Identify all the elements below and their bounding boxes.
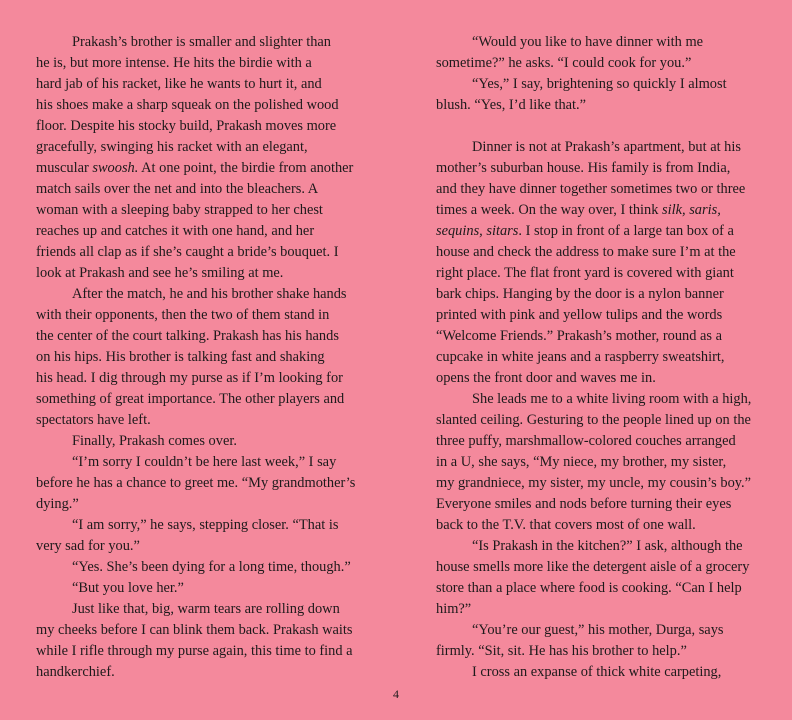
text-line [436, 431, 758, 452]
text-line [36, 284, 358, 305]
text-span: Everyone smiles and nods before turning their eyes [436, 496, 732, 512]
text-span: house smells more like the detergent aisle of a grocery [436, 559, 750, 575]
text-span: store than a place where food is cooking. “Can I help [436, 580, 742, 596]
text-span: in a U, she says, “My niece, my brother, my sister, [436, 454, 727, 470]
text-span: floor. Despite his stocky build, Prakash moves more [36, 118, 337, 134]
text-line [436, 305, 758, 326]
text-span: “Is Prakash in the kitchen?” I ask, although the [472, 538, 743, 554]
text-span: hard jab of his racket, like he wants to hurt it, and [36, 76, 322, 92]
text-span: “Yes,” I say, brightening so quickly I almost [472, 76, 727, 92]
text-span: match sails over the net and into the bleachers. A [36, 181, 319, 197]
text-line [436, 137, 758, 158]
section-break [436, 116, 758, 137]
text-span: three puffy, marshmallow-colored couches arranged [436, 433, 736, 449]
text-span: cupcake in white jeans and a raspberry sweatshirt, [436, 349, 725, 365]
text-span: back to the T.V. that covers most of one wall. [436, 517, 696, 533]
text-line [436, 515, 758, 536]
text-line [436, 410, 758, 431]
text-line [36, 368, 358, 389]
text-span: opens the front door and waves me in. [436, 370, 656, 386]
text-line [36, 95, 358, 116]
left-text-column [36, 32, 358, 683]
text-line [436, 284, 758, 305]
text-span: Just like that, big, warm tears are rolling down [72, 601, 340, 617]
text-span: reaches up and catches it with one hand, and her [36, 223, 315, 239]
italic-text: sequins, sitars [436, 223, 519, 239]
text-line [36, 326, 358, 347]
text-line [436, 74, 758, 95]
text-span: mother’s suburban house. His family is from India, [436, 160, 731, 176]
text-span: and they have dinner together sometimes two or three [436, 181, 746, 197]
text-line [36, 473, 358, 494]
text-span: his shoes make a sharp squeak on the polished wood [36, 97, 339, 113]
text-span: he is, but more intense. He hits the birdie with a [36, 55, 312, 71]
text-line [36, 662, 358, 683]
text-line [36, 32, 358, 53]
text-span: the center of the court talking. Prakash has his hands [36, 328, 339, 344]
text-line [36, 221, 358, 242]
text-line [36, 599, 358, 620]
text-span: gracefully, swinging his racket with an elegant, [36, 139, 308, 155]
text-line [36, 137, 358, 158]
text-span: with their opponents, then the two of them stand in [36, 307, 330, 323]
text-line [36, 53, 358, 74]
text-span: muscular [36, 160, 93, 176]
text-line [436, 263, 758, 284]
italic-text: swoosh. [92, 160, 139, 176]
text-span: spectators have left. [36, 412, 151, 428]
text-span: “I’m sorry I couldn’t be here last week,” I say [72, 454, 337, 470]
text-span: handkerchief. [36, 664, 115, 680]
text-line [436, 536, 758, 557]
text-span: “I am sorry,” he says, stepping closer. “That is [72, 517, 339, 533]
text-span: blush. “Yes, I’d like that.” [436, 97, 587, 113]
text-line [36, 494, 358, 515]
text-line [36, 452, 358, 473]
text-span: his head. I dig through my purse as if I’m looking for [36, 370, 343, 386]
text-span: printed with pink and yellow tulips and the words [436, 307, 723, 323]
text-span: bark chips. Hanging by the door is a nylon banner [436, 286, 724, 302]
text-span: I cross an expanse of thick white carpeting, [472, 664, 722, 680]
text-line [36, 431, 358, 452]
text-line [36, 179, 358, 200]
text-span: while I rifle through my purse again, this time to find a [36, 643, 353, 659]
text-span: sometime?” he asks. “I could cook for you.” [436, 55, 692, 71]
text-line [436, 200, 758, 221]
text-span: on his hips. His brother is talking fast and shaking [36, 349, 325, 365]
text-line [436, 179, 758, 200]
text-line [436, 242, 758, 263]
text-line [436, 662, 758, 683]
text-line [436, 95, 758, 116]
text-line [36, 389, 358, 410]
text-span: “You’re our guest,” his mother, Durga, says [472, 622, 724, 638]
text-span: firmly. “Sit, sit. He has his brother to help.” [436, 643, 687, 659]
text-span: my cheeks before I can blink them back. Prakash waits [36, 622, 353, 638]
text-span: times a week. On the way over, I think [436, 202, 663, 218]
text-span: Prakash’s brother is smaller and slighter than [72, 34, 331, 50]
text-span: very sad for you.” [36, 538, 140, 554]
text-line [36, 116, 358, 137]
text-line [436, 641, 758, 662]
page-number: 4 [393, 687, 399, 701]
text-line [36, 242, 358, 263]
text-span: “Would you like to have dinner with me [472, 34, 704, 50]
right-text-column [436, 32, 758, 683]
text-line [36, 578, 358, 599]
text-line [436, 599, 758, 620]
text-line [36, 410, 358, 431]
text-line [436, 32, 758, 53]
text-span: She leads me to a white living room with a high, [472, 391, 752, 407]
text-span: my grandniece, my sister, my uncle, my cousin’s boy.” [436, 475, 752, 491]
text-span: “Welcome Friends.” Prakash’s mother, round as a [436, 328, 722, 344]
text-line [36, 536, 358, 557]
text-span: something of great importance. The other players and [36, 391, 345, 407]
text-line [36, 620, 358, 641]
text-line [436, 326, 758, 347]
text-span: . I stop in front of a large tan box of a [518, 223, 734, 239]
italic-text: silk, saris, [662, 202, 721, 218]
text-line [36, 347, 358, 368]
text-line [436, 221, 758, 242]
text-span: look at Prakash and see he’s smiling at me. [36, 265, 284, 281]
text-line [436, 53, 758, 74]
text-line [436, 158, 758, 179]
text-line [36, 200, 358, 221]
text-line [36, 158, 358, 179]
text-span: After the match, he and his brother shake hands [72, 286, 347, 302]
text-span: friends all clap as if she’s caught a bride’s bouquet. I [36, 244, 339, 260]
text-line [36, 641, 358, 662]
text-span: him?” [436, 601, 472, 617]
text-line [436, 347, 758, 368]
text-span: dying.” [36, 496, 79, 512]
text-line [436, 368, 758, 389]
text-span: “But you love her.” [72, 580, 184, 596]
text-span: Dinner is not at Prakash’s apartment, but at his [472, 139, 741, 155]
text-line [436, 557, 758, 578]
text-line [36, 263, 358, 284]
text-line [436, 620, 758, 641]
text-line [436, 452, 758, 473]
text-span: slanted ceiling. Gesturing to the people lined up on the [436, 412, 751, 428]
text-span: woman with a sleeping baby strapped to her chest [36, 202, 323, 218]
text-line [436, 473, 758, 494]
text-line [36, 557, 358, 578]
text-span: before he has a chance to greet me. “My grandmother’s [36, 475, 356, 491]
text-line [36, 515, 358, 536]
text-line [436, 494, 758, 515]
text-span: “Yes. She’s been dying for a long time, though.” [72, 559, 351, 575]
text-span: house and check the address to make sure I’m at the [436, 244, 736, 260]
text-line [436, 578, 758, 599]
text-span: At one point, the birdie from another [138, 160, 354, 176]
text-span: Finally, Prakash comes over. [72, 433, 237, 449]
text-span: right place. The flat front yard is covered with giant [436, 265, 734, 281]
text-line [436, 389, 758, 410]
text-line [36, 305, 358, 326]
text-line [36, 74, 358, 95]
